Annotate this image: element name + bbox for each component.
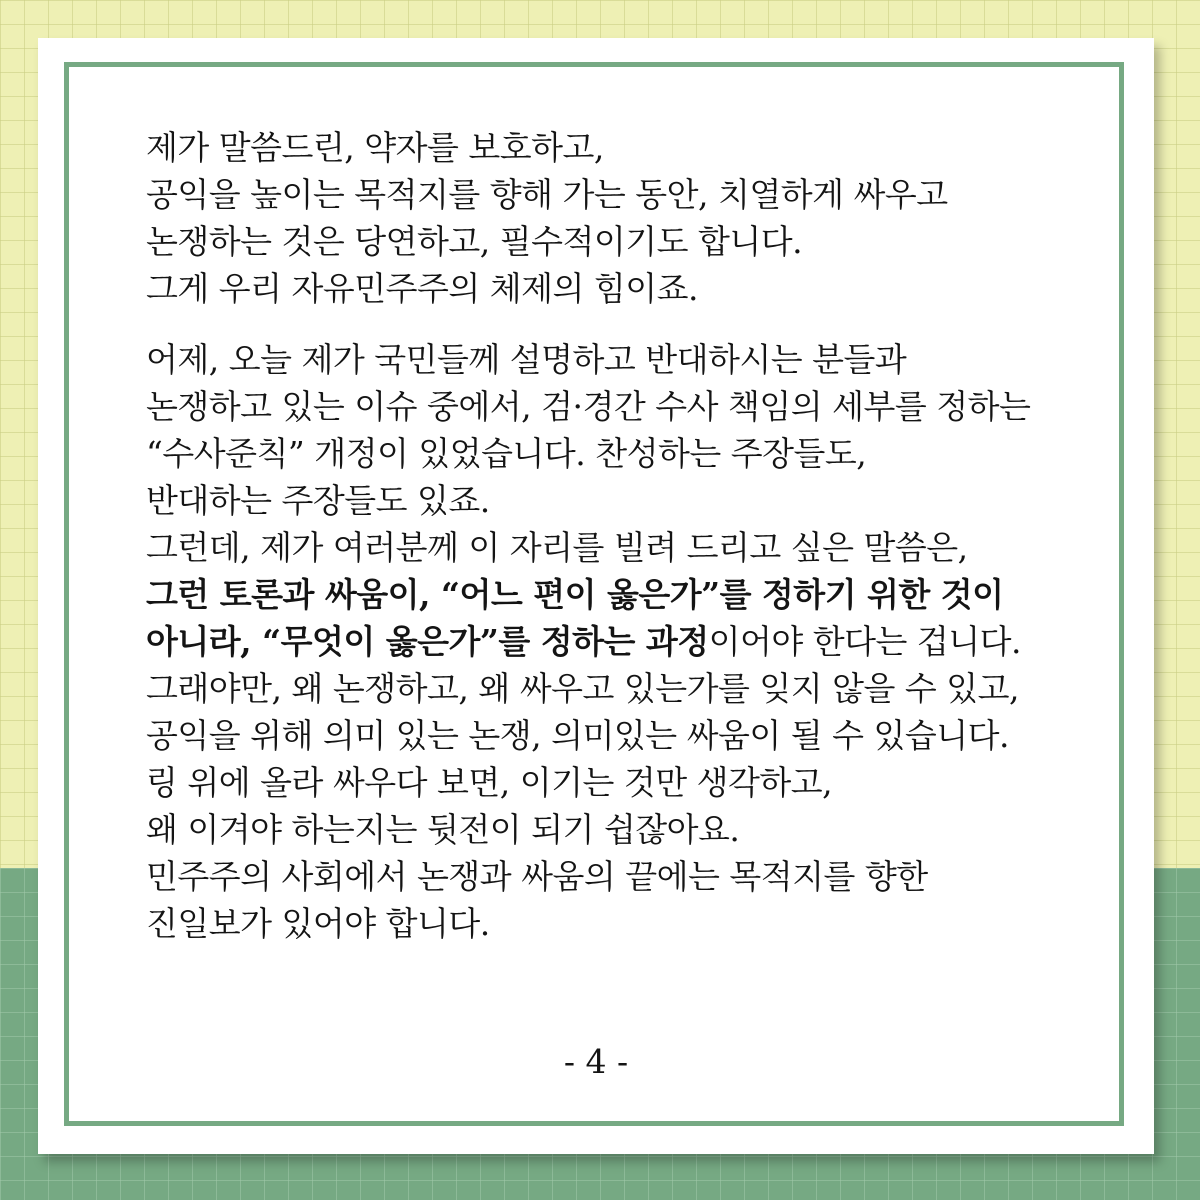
text-line: 민주주의 사회에서 논쟁과 싸움의 끝에는 목적지를 향한 <box>146 857 928 896</box>
text-line: 제가 말씀드린, 약자를 보호하고, <box>146 128 604 167</box>
bold-emphasis: 그런 토론과 싸움이, “어느 편이 옳은가”를 정하기 위한 것이 <box>146 575 1004 614</box>
text-line: 그래야만, 왜 논쟁하고, 왜 싸우고 있는가를 잊지 않을 수 있고, <box>146 669 1019 708</box>
text-line: 그런데, 제가 여러분께 이 자리를 빌려 드리고 싶은 말씀은, <box>146 528 968 567</box>
text-line: 진일보가 있어야 합니다. <box>146 904 490 943</box>
document-text <box>146 124 1096 947</box>
text-line: 논쟁하는 것은 당연하고, 필수적이기도 합니다. <box>146 222 803 261</box>
text-line: 반대하는 주장들도 있죠. <box>146 481 490 520</box>
paragraph-gap <box>146 312 1096 336</box>
document-card <box>38 38 1154 1154</box>
text-line: 어제, 오늘 제가 국민들께 설명하고 반대하시는 분들과 <box>146 340 907 379</box>
bold-emphasis: 아니라, “무엇이 옳은가”를 정하는 과정 <box>146 622 709 661</box>
text-line: 그게 우리 자유민주주의 체제의 힘이죠. <box>146 269 698 308</box>
text-line: 왜 이겨야 하는지는 뒷전이 되기 쉽잖아요. <box>146 810 740 849</box>
text-line: 링 위에 올라 싸우다 보면, 이기는 것만 생각하고, <box>146 763 833 802</box>
mixed-text-line <box>146 618 1096 665</box>
text-line: “수사준칙” 개정이 있었습니다. 찬성하는 주장들도, <box>146 434 867 473</box>
text-line: 공익을 위해 의미 있는 논쟁, 의미있는 싸움이 될 수 있습니다. <box>146 716 1009 755</box>
page-number: - 4 - <box>563 1042 629 1081</box>
bold-text-line <box>146 571 1096 618</box>
text-line: 공익을 높이는 목적지를 향해 가는 동안, 치열하게 싸우고 <box>146 175 948 214</box>
normal-text: 이어야 한다는 겁니다. <box>708 622 1021 661</box>
text-line: 논쟁하고 있는 이슈 중에서, 검·경간 수사 책임의 세부를 정하는 <box>146 387 1031 426</box>
